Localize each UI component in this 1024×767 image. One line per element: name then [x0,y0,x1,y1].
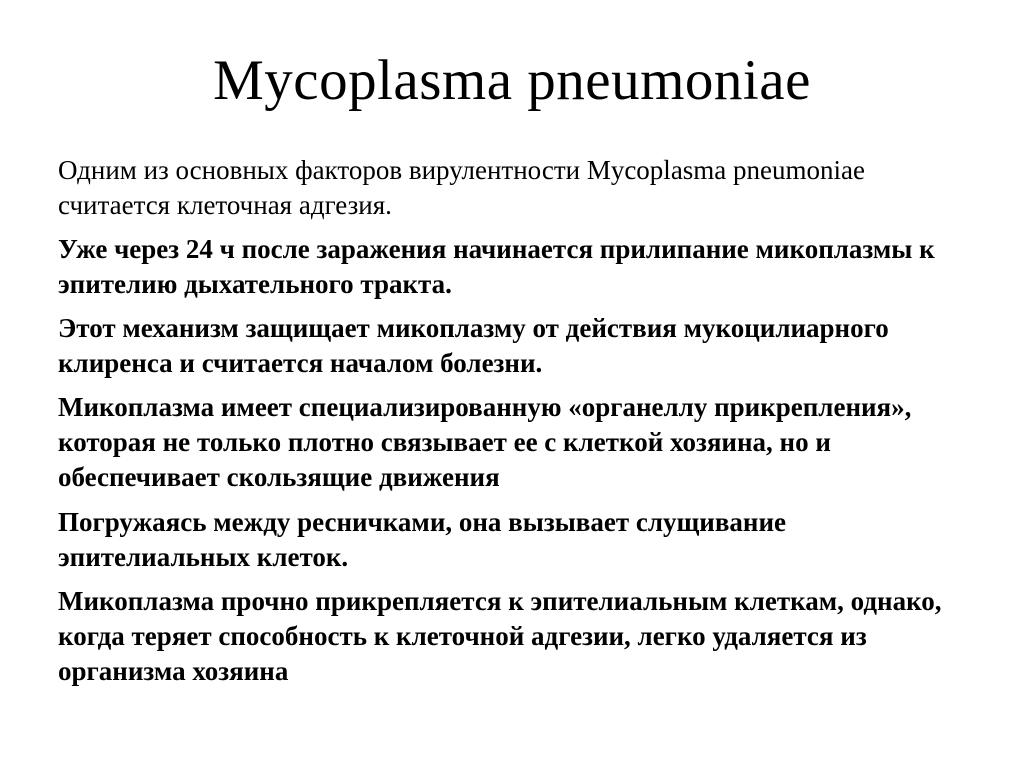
paragraph-adhesion-intro: Одним из основных факторов вирулентности Mycoplasma pneumoniae считается клеточная адгезия. [58,154,865,220]
paragraph-cilia-desquamation: Погружаясь между ресничками, она вызывает слущивание эпителиальных клеток. [58,506,787,572]
paragraph-attachment-organelle: Микоплазма имеет специализированную «органеллу прикрепления», которая не только плотно связывает ее с клеткой хозяина, но и обеспечивает скользящие движения [58,392,912,493]
paragraph-firm-attachment: Микоплазма прочно прикрепляется к эпителиальным клеткам, однако, когда теряет способность к клеточной адгезии, легко удаляется из организма хозяина [58,585,942,686]
slide-body [58,153,966,689]
slide-title: Mycoplasma pneumoniae [213,49,811,112]
paragraph-24h-attachment: Уже через 24 ч после заражения начинается прилипание микоплазмы к эпителию дыхательного тракта. [58,233,935,299]
paragraph-mucociliary-clearance: Этот механизм защищает микоплазму от действия мукоцилиарного клиренса и считается началом болезни. [58,313,889,379]
